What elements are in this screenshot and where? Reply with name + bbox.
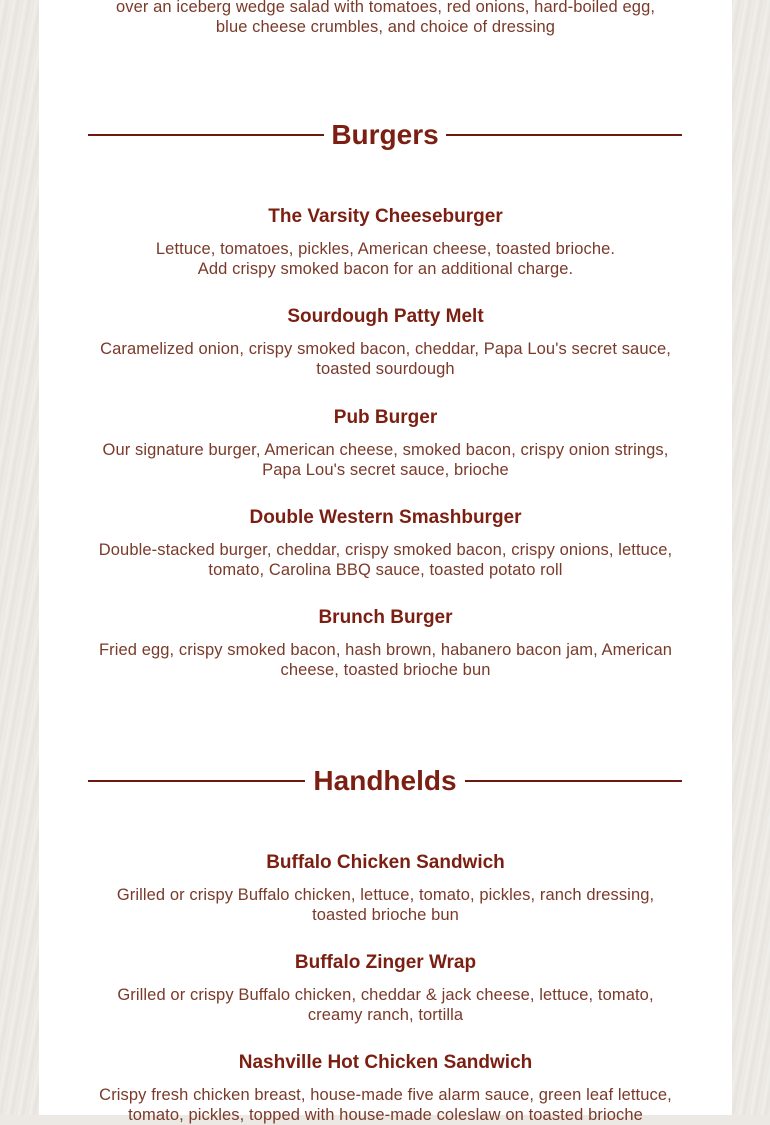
description-line: Our signature burger, American cheese, smoked bacon, crispy onion strings,: [79, 441, 692, 461]
description-line: Crispy fresh chicken breast, house-made five alarm sauce, green leaf lettuce,: [79, 1086, 692, 1106]
menu-item-name[interactable]: Buffalo Chicken Sandwich: [39, 851, 732, 875]
menu-content: [39, 0, 732, 1115]
menu-item-name[interactable]: Nashville Hot Chicken Sandwich: [39, 1051, 732, 1075]
section-rule-right: [446, 134, 682, 136]
menu-item-description: [79, 541, 692, 580]
description-line: Double-stacked burger, cheddar, crispy smoked bacon, crispy onions, lettuce,: [79, 541, 692, 561]
description-line: creamy ranch, tortilla: [79, 1006, 692, 1026]
description-line: Grilled or crispy Buffalo chicken, cheddar & jack cheese, lettuce, tomato,: [79, 986, 692, 1006]
menu-item-description: [79, 986, 692, 1025]
previous-item-description-line: blue cheese crumbles, and choice of dressing: [79, 18, 692, 38]
description-line: Add crispy smoked bacon for an additional charge.: [79, 260, 692, 280]
description-line: Papa Lou's secret sauce, brioche: [79, 461, 692, 481]
previous-item-description-line: over an iceberg wedge salad with tomatoes, red onions, hard-boiled egg,: [79, 0, 692, 18]
description-line: cheese, toasted brioche bun: [79, 661, 692, 681]
menu-item-description: [79, 340, 692, 379]
description-line: toasted sourdough: [79, 360, 692, 380]
menu-item-name[interactable]: The Varsity Cheeseburger: [39, 205, 732, 229]
menu-item-name[interactable]: Pub Burger: [39, 406, 732, 430]
menu-item-description: [79, 886, 692, 925]
description-line: Fried egg, crispy smoked bacon, hash brown, habanero bacon jam, American: [79, 641, 692, 661]
description-line: Grilled or crispy Buffalo chicken, lettuce, tomato, pickles, ranch dressing,: [79, 886, 692, 906]
menu-item-description: [79, 1086, 692, 1125]
section-header-burgers: [88, 115, 682, 155]
menu-item-name[interactable]: Double Western Smashburger: [39, 506, 732, 530]
section-title: Burgers: [88, 115, 682, 155]
menu-item-description: [79, 240, 692, 279]
description-line: tomato, Carolina BBQ sauce, toasted potato roll: [79, 561, 692, 581]
description-line: Lettuce, tomatoes, pickles, American cheese, toasted brioche.: [79, 240, 692, 260]
section-header-handhelds: [88, 761, 682, 801]
menu-item-description: [79, 441, 692, 480]
description-line: tomato, pickles, topped with house-made coleslaw on toasted brioche: [79, 1106, 692, 1125]
page-background-left: [0, 0, 39, 1115]
menu-item-name[interactable]: Brunch Burger: [39, 606, 732, 630]
menu-item-description: [79, 641, 692, 680]
menu-panel: [39, 0, 732, 1115]
section-title: Handhelds: [88, 761, 682, 801]
section-rule-right: [465, 780, 682, 782]
page-background-right: [732, 0, 770, 1115]
menu-item-name[interactable]: Sourdough Patty Melt: [39, 305, 732, 329]
description-line: Caramelized onion, crispy smoked bacon, cheddar, Papa Lou's secret sauce,: [79, 340, 692, 360]
previous-item-description: [79, 0, 692, 37]
description-line: toasted brioche bun: [79, 906, 692, 926]
menu-item-name[interactable]: Buffalo Zinger Wrap: [39, 951, 732, 975]
